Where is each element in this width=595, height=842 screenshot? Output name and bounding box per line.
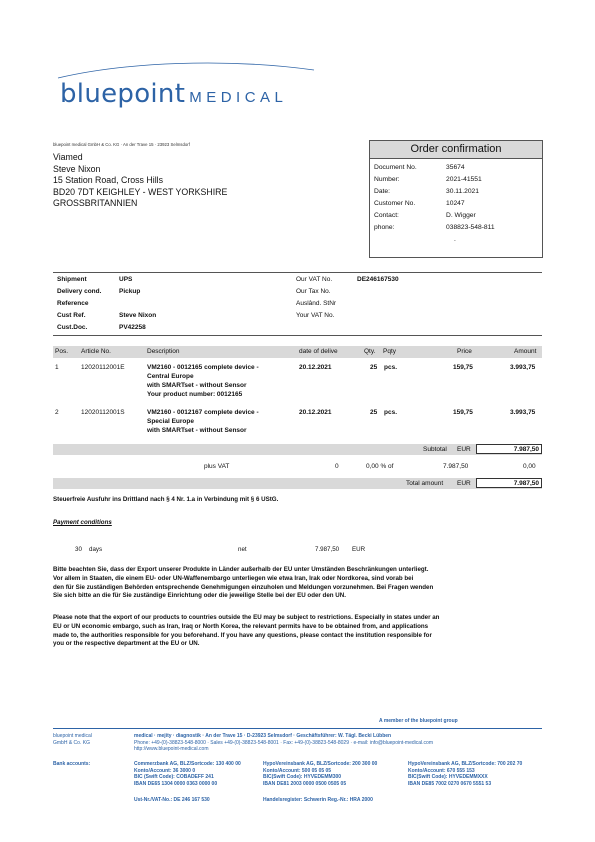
payment-days-label: days <box>89 546 103 553</box>
vat-code: 0 <box>335 463 339 470</box>
total-currency: EUR <box>457 480 471 487</box>
row-amount: 3.993,75 <box>510 364 536 371</box>
row-article: 12020112001S <box>81 409 125 416</box>
order-label: Contact: <box>374 212 399 219</box>
table-row <box>53 409 542 443</box>
subtotal-currency: EUR <box>457 446 471 453</box>
footer-contact: Phone: +49-(0)-38823-548-8000 · Sales +49-(0)-38823-548-8001 · Fax: +49-(0)-38823-548-8029 · e-mail: info@bluepoint-medical.com <box>134 739 433 746</box>
subtotal-bar <box>53 444 542 455</box>
col-amount: Amount <box>514 348 537 355</box>
foreign-tax-label: Auslând. StNr <box>296 300 337 307</box>
recipient-city: BD20 7DT KEIGHLEY - WEST YORKSHIRE <box>53 186 228 197</box>
row-pos: 1 <box>55 364 59 371</box>
col-date: date of delive <box>299 348 338 355</box>
row-pos: 2 <box>55 409 59 416</box>
sender-line: bluepoint medical GmbH & Co. KG · An der Trave 15 · 23923 Selmsdorf <box>53 142 190 147</box>
row-desc-line: VM2160 - 0012167 complete device - <box>147 409 259 416</box>
shipment-value: PV42258 <box>119 324 146 331</box>
footer-contact-block <box>134 733 544 753</box>
export-line: Vor allem in Staaten, die einem EU- oder UN-Waffenembargo unterliegen wie etwa Iran, Irak oder Nordkorea, sind vorab bei <box>53 574 414 582</box>
subtotal-label: Subtotal <box>423 446 447 453</box>
payment-days: 30 <box>75 546 82 553</box>
recipient-contact: Steve Nixon <box>53 163 101 174</box>
export-line: Please note that the export of our products to countries outside the EU may be subject to restrictions. Especially in states under an <box>53 614 440 621</box>
row-date: 20.12.2021 <box>299 409 332 416</box>
total-value: 7.987,50 <box>476 478 542 488</box>
row-pqty: pcs. <box>384 409 398 416</box>
export-line: Bitte beachten Sie, dass der Export unserer Produkte in Länder außerhalb der EU unter Umständen Beschränkungen unterliegt. <box>53 566 429 573</box>
shipment-label: Delivery cond. <box>57 288 102 295</box>
bank-block-1 <box>134 761 241 787</box>
row-desc-line: with SMARTset - without Sensor <box>147 427 247 434</box>
vat-value: DE246167530 <box>357 276 399 283</box>
bank-line: Konto/Account: 36 3000 0 <box>134 767 196 774</box>
order-label: Date: <box>374 188 390 195</box>
order-title: Order confirmation <box>370 141 542 159</box>
export-line: EU or UN economic embargo, such as Iran, Iraq or North Korea, the relevant permits have to be obtained from, and applications <box>53 622 429 630</box>
shipment-label: Shipment <box>57 276 87 283</box>
bank-line: BIC (Swift Code): COBADEFF 241 <box>134 774 214 781</box>
row-pqty: pcs. <box>384 364 398 371</box>
order-label: Number: <box>374 176 400 183</box>
row-qty: 25 <box>370 409 378 416</box>
order-confirmation-box <box>369 140 543 258</box>
col-description: Description <box>147 348 180 355</box>
shipment-label: Cust.Doc. <box>57 324 88 331</box>
export-notice-de <box>53 566 543 601</box>
order-label: Document No. <box>374 164 417 171</box>
col-qty: Qty. <box>364 348 376 355</box>
footer-register: Handelsregister: Schwerin Reg.-Nr.: HRA 2000 <box>263 797 373 803</box>
col-article: Article No. <box>81 348 111 355</box>
recipient-country: GROSSBRITANNIEN <box>53 198 138 208</box>
footer-vat: Ust-Nr./VAT-No.: DE 246 167 530 <box>134 797 210 803</box>
order-dot: . <box>454 236 456 243</box>
bank-line: HypoVereinsbank AG, BLZ/Sortcode: 200 300 00 <box>263 761 378 767</box>
bank-line: HypoVereinsbank AG, BLZ/Sortcode: 700 202 70 <box>408 761 523 767</box>
shipment-value: Steve Nixon <box>119 312 157 319</box>
bank-label: Bank accounts: <box>53 761 91 767</box>
recipient-address <box>53 152 227 210</box>
logo-subtext: MEDICAL <box>189 89 288 106</box>
bank-line: Commerzbank AG, BLZ/Sortcode: 130 400 00 <box>134 761 241 767</box>
row-desc-line: with SMARTset - without Sensor <box>147 382 247 389</box>
export-notice-en <box>53 614 543 649</box>
footer-web[interactable]: http://www.bluepoint-medical.com <box>134 746 209 753</box>
vat-row <box>53 463 542 473</box>
footer-company <box>53 733 92 746</box>
bank-line: BIC(Swift Code): HYVEDEMMXXX <box>408 774 488 781</box>
footer-company-line: GmbH & Co. KG <box>53 739 90 746</box>
payment-title: Payment conditions <box>53 519 112 526</box>
bank-line: IBAN DE81 2003 0000 0500 0505 05 <box>263 780 347 787</box>
col-price: Price <box>457 348 472 355</box>
shipment-box <box>53 272 542 336</box>
vat-label: Our VAT No. <box>296 276 333 283</box>
col-pqty: Pqty <box>383 348 397 355</box>
footer-company-line: bluepoint medical <box>53 733 92 739</box>
tax-note: Steuerfreie Ausfuhr ins Drittland nach § 4 Nr. 1.a in Verbindung mit § 6 UStG. <box>53 496 279 503</box>
row-amount: 3.993,75 <box>510 409 536 416</box>
subtotal-value: 7.987,50 <box>476 444 542 454</box>
row-desc-line: Central Europe <box>147 373 194 380</box>
table-row <box>53 364 542 408</box>
bank-line: BIC(Swift Code): HYVEDEMM300 <box>263 774 342 781</box>
shipment-label: Reference <box>57 300 89 307</box>
total-label: Total amount <box>406 480 444 487</box>
bank-line: Konto/Account: 500 05 05 05 <box>263 767 332 774</box>
bank-line: IBAN DE85 7002 0270 0670 5551 53 <box>408 780 492 787</box>
export-line: you or the respective department at the EU or UN. <box>53 640 200 648</box>
tax-label: Our Tax No. <box>296 288 331 295</box>
export-line: made to, the authorities responsible for you beforehand. If you have any questions, please contact the institution responsible for <box>53 631 432 639</box>
row-desc-line: Special Europe <box>147 418 194 425</box>
vat-row-label: plus VAT <box>204 463 230 470</box>
footer-divider <box>53 728 542 729</box>
table-header <box>53 346 542 358</box>
row-desc-line: VM2160 - 0012165 complete device - <box>147 364 259 371</box>
order-label: phone: <box>374 224 395 231</box>
payment-net-label: net <box>238 546 247 553</box>
group-member-note: A member of the bluepoint group <box>379 718 458 724</box>
row-price: 159,75 <box>453 409 473 416</box>
export-line: Sie sich bitte an die für Sie zuständige Einrichtung oder die jeweilige Stelle bei der EU oder den UN. <box>53 592 346 600</box>
order-value: 2021-41551 <box>446 176 482 183</box>
row-date: 20.12.2021 <box>299 364 332 371</box>
order-value: 35674 <box>446 164 465 171</box>
company-logo <box>60 78 287 109</box>
total-bar <box>53 478 542 489</box>
your-vat-label: Your VAT No. <box>296 312 335 319</box>
vat-rate: 0,00 % of <box>366 463 394 470</box>
order-value: 30.11.2021 <box>446 188 479 195</box>
payment-currency: EUR <box>352 546 366 553</box>
vat-amount: 0,00 <box>523 463 536 470</box>
bank-line: Konto/Account: 670 555 153 <box>408 767 475 774</box>
order-value: 038823-548-811 <box>446 224 495 231</box>
order-value: D. Wigger <box>446 212 476 219</box>
order-label: Customer No. <box>374 200 416 207</box>
logo-text: bluepoint <box>60 79 186 109</box>
bank-line: IBAN DE65 1304 0000 0363 0000 00 <box>134 780 218 787</box>
payment-amount: 7.987,50 <box>315 546 340 553</box>
shipment-label: Cust Ref. <box>57 312 86 319</box>
recipient-company: Viamed <box>53 152 83 162</box>
row-desc-line: Your product number: 0012165 <box>147 391 243 398</box>
row-qty: 25 <box>370 364 378 371</box>
recipient-street: 15 Station Road, Cross Hills <box>53 175 164 185</box>
bank-block-2 <box>263 761 377 787</box>
shipment-value: UPS <box>119 276 133 283</box>
col-pos: Pos. <box>55 348 69 355</box>
shipment-value: Pickup <box>119 288 141 295</box>
row-article: 12020112001E <box>81 364 125 371</box>
bank-block-3 <box>408 761 522 787</box>
footer-address: medical · mejity · diagnostik · An der Trave 15 · D-23923 Selmsdorf · Geschäftsführer: W. Tägl. Becki Lübben <box>134 733 392 739</box>
export-line: den für Sie zuständigen Behörden entsprechende Genehmigungen einzuholen und Meldungen vorzunehmen. Bei Fragen wenden <box>53 583 434 591</box>
row-price: 159,75 <box>453 364 473 371</box>
vat-base: 7.987,50 <box>443 463 469 470</box>
order-value: 10247 <box>446 200 465 207</box>
